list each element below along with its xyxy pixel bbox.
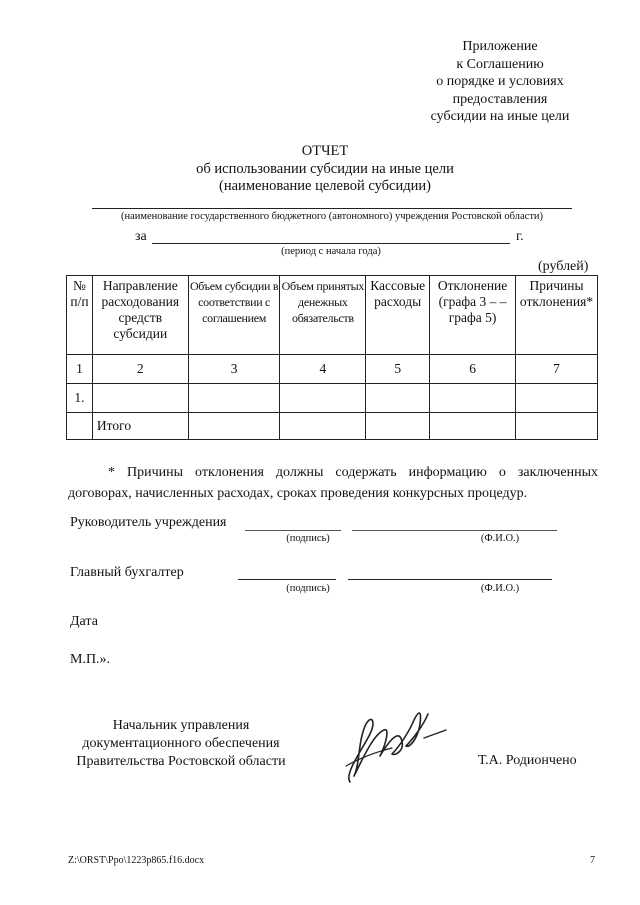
header-cell: Направление расходования средств субсидии <box>92 276 188 355</box>
report-table <box>66 275 598 440</box>
accountant-signature-line <box>238 579 336 580</box>
table-cell <box>366 384 430 413</box>
column-number-cell: 6 <box>430 355 516 384</box>
header-cell: Объем субсидии в соответствии с соглашением <box>188 276 280 355</box>
table-cell <box>430 413 516 440</box>
header-cell: № п/п <box>67 276 93 355</box>
table-cell <box>188 413 280 440</box>
table-cell <box>280 384 366 413</box>
accountant-signature-caption: (подпись) <box>286 583 330 594</box>
table-cell <box>67 413 93 440</box>
header-cell: Объем принятых денежных обязательств <box>280 276 366 355</box>
period-caption: (период с начала года) <box>281 246 381 257</box>
official-position <box>72 717 290 771</box>
handwritten-signature <box>340 700 450 790</box>
table-cell <box>366 413 430 440</box>
footnote: * Причины отклонения должны содержать информацию о заключенных договорах, начисленных расходах, сроках проведения конкурсных процедур. <box>68 465 598 501</box>
page-number: 7 <box>590 855 595 866</box>
row-number-cell: 1. <box>67 384 93 413</box>
report-title-block <box>160 143 490 196</box>
table-cell <box>188 384 280 413</box>
table-column-number-row <box>67 355 598 384</box>
director-signature-line <box>245 530 341 531</box>
table-cell <box>280 413 366 440</box>
accountant-label: Главный бухгалтер <box>70 565 184 580</box>
appendix-header <box>400 38 600 126</box>
table-cell <box>516 413 598 440</box>
table-total-row <box>67 413 598 440</box>
header-cell: Отклонение (графа 3 – – графа 5) <box>430 276 516 355</box>
director-fio-caption: (Ф.И.О.) <box>480 533 520 544</box>
institution-line <box>92 208 572 209</box>
appendix-line: предоставления <box>452 91 548 107</box>
table-cell <box>430 384 516 413</box>
appendix-line: Приложение <box>462 39 538 54</box>
table-header-row <box>67 276 598 355</box>
official-name: Т.А. Родиончено <box>478 753 577 768</box>
appendix-line: к Соглашению <box>456 56 544 72</box>
column-number-cell: 3 <box>188 355 280 384</box>
period-for-label: за <box>135 229 147 244</box>
stamp-label: М.П.». <box>70 652 111 667</box>
currency-label: (рублей) <box>538 259 589 274</box>
institution-caption: (наименование государственного бюджетного (автономного) учреждения Ростовской области) <box>120 211 544 222</box>
header-cell: Причины отклонения* <box>516 276 598 355</box>
file-path: Z:\ORST\Ppo\1223p865.f16.docx <box>68 855 205 866</box>
appendix-line: субсидии на иные цели <box>430 109 570 124</box>
official-position-line: Правительства Ростовской области <box>76 754 286 769</box>
report-subsidy-name-caption: (наименование целевой субсидии) <box>219 178 431 194</box>
column-number-cell: 2 <box>92 355 188 384</box>
column-number-cell: 4 <box>280 355 366 384</box>
accountant-fio-caption: (Ф.И.О.) <box>480 583 520 594</box>
report-subtitle: об использовании субсидии на иные цели <box>196 160 454 177</box>
header-cell: Кассовые расходы <box>366 276 430 355</box>
total-label-cell: Итого <box>92 413 188 440</box>
report-title: ОТЧЕТ <box>301 143 349 159</box>
period-year-label: г. <box>516 229 524 244</box>
table-cell <box>516 384 598 413</box>
column-number-cell: 1 <box>67 355 93 384</box>
date-label: Дата <box>70 614 98 629</box>
official-position-line: документационного обеспечения <box>82 736 280 751</box>
period-line <box>152 243 510 244</box>
director-label: Руководитель учреждения <box>70 515 227 530</box>
director-fio-line <box>352 530 557 531</box>
official-position-line: Начальник управления <box>112 718 250 733</box>
column-number-cell: 7 <box>516 355 598 384</box>
accountant-fio-line <box>348 579 552 580</box>
director-signature-caption: (подпись) <box>286 533 330 544</box>
table-row <box>67 384 598 413</box>
column-number-cell: 5 <box>366 355 430 384</box>
table-cell <box>92 384 188 413</box>
appendix-line: о порядке и условиях <box>436 74 564 89</box>
